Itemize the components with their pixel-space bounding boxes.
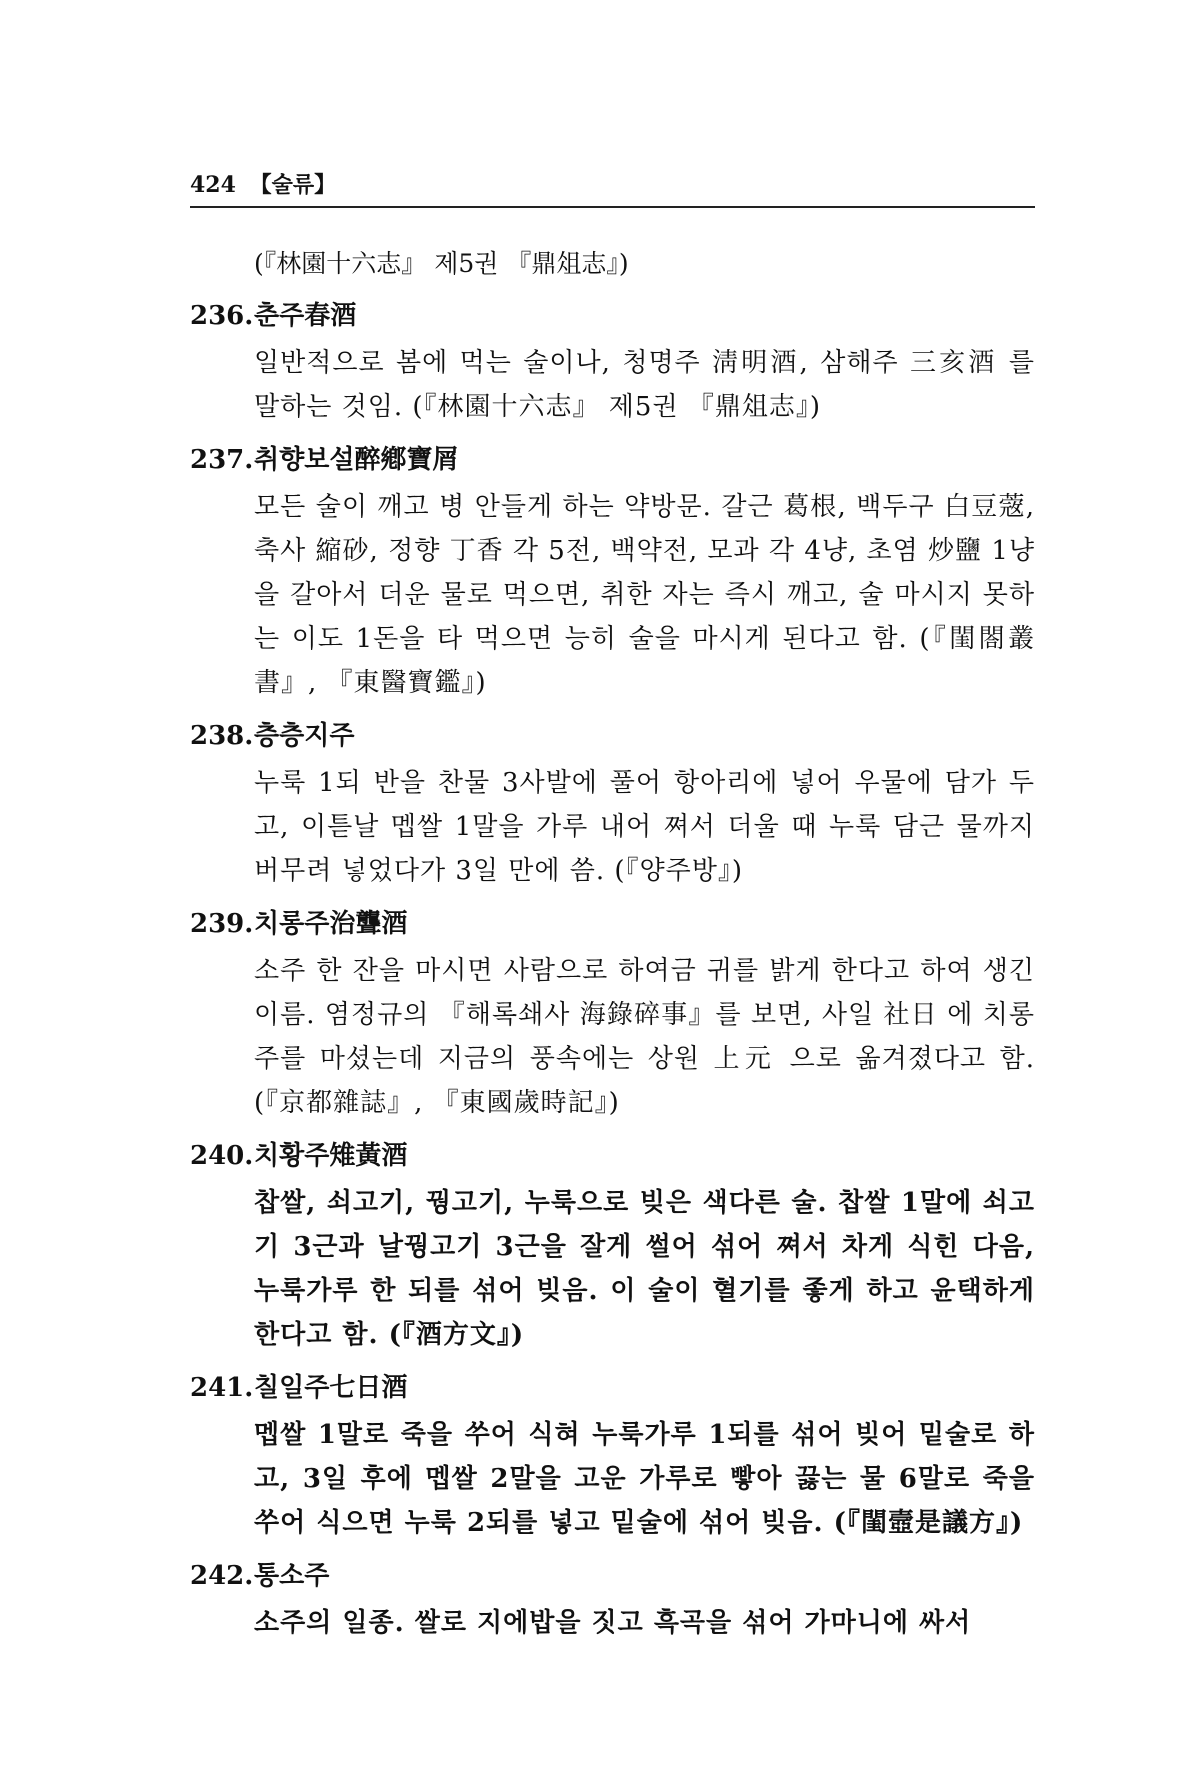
entry-description: 일반적으로 봄에 먹는 술이나, 청명주 淸明酒, 삼해주 三亥酒 를 말하는 것임. (『林園十六志』 제5권 『鼎俎志』) [254,348,1035,422]
entry-description: 소주 한 잔을 마시면 사람으로 하여금 귀를 밝게 한다고 하여 생긴 이름. 염정규의 『해록쇄사 海錄碎事』를 보면, 사일 社日 에 치롱주를 마셨는데 지금의 풍속에는 상원 上元 으로 옮겨졌다고 함. (『京都雜誌』, 『東國歲時記』) [254,956,1035,1118]
entry-heading: 칠일주七日酒 [254,1373,408,1403]
entry-heading: 치롱주治聾酒 [254,909,408,939]
page-body [190,245,1035,1655]
entry-description: 모든 술이 깨고 병 안들게 하는 약방문. 갈근 葛根, 백두구 白豆蔲, 축사 縮砂, 정향 丁香 각 5전, 백약전, 모과 각 4냥, 초염 炒鹽 1냥을 갈아서 더운 물로 먹으면, 취한 자는 즉시 깨고, 술 마시지 못하는 이도 1돈을 타 먹으면 능히 술을 마시게 된다고 함. (『閨閤叢書』, 『東醫寶鑑』) [254,492,1035,698]
entry-number: 240. [190,1141,254,1171]
entry-title [190,715,1035,757]
entry-description: 누룩 1되 반을 찬물 3사발에 풀어 항아리에 넣어 우물에 담가 두고, 이튿날 멥쌀 1말을 가루 내어 쪄서 더울 때 누룩 담근 물까지 버무려 넣었다가 3일 만에 씀. (『양주방』) [254,768,1035,886]
entry-title [190,1135,1035,1177]
entry-heading: 층층지주 [254,721,355,751]
section-title: 【술류】 [249,172,337,198]
entry-238 [190,715,1035,893]
entry-number: 238. [190,721,254,751]
entry-239 [190,903,1035,1125]
page-number: 424 [190,172,236,198]
entry-heading: 취향보설醉鄕寶屑 [254,445,459,475]
entry-241 [190,1367,1035,1545]
entry-242 [190,1555,1035,1645]
entry-title [190,295,1035,337]
entry-236 [190,295,1035,429]
entry-number: 239. [190,909,254,939]
entry-heading: 통소주 [254,1561,330,1591]
entry-title [190,1555,1035,1597]
entry-number: 237. [190,445,254,475]
continued-citation: (『林園十六志』 제5권 『鼎俎志』) [254,249,629,278]
entry-number: 242. [190,1561,254,1591]
entry-number: 236. [190,301,254,331]
entry-number: 241. [190,1373,254,1403]
entry-heading: 춘주春酒 [254,301,357,331]
entry-title [190,439,1035,481]
entry-title [190,903,1035,945]
entry-description: 멥쌀 1말로 죽을 쑤어 식혀 누룩가루 1되를 섞어 빚어 밑술로 하고, 3일 후에 멥쌀 2말을 고운 가루로 빻아 끓는 물 6말로 죽을 쑤어 식으면 누룩 2되를 넣고 밑술에 섞어 빚음. (『閨壼是議方』) [254,1420,1035,1538]
entry-heading: 치황주雉黃酒 [254,1141,408,1171]
page-header [190,170,1035,208]
entry-240 [190,1135,1035,1357]
entry-237 [190,439,1035,705]
entry-title [190,1367,1035,1409]
entry-description: 찹쌀, 쇠고기, 꿩고기, 누룩으로 빚은 색다른 술. 찹쌀 1말에 쇠고기 3근과 날꿩고기 3근을 잘게 썰어 섞어 쪄서 차게 식힌 다음, 누룩가루 한 되를 섞어 빚음. 이 술이 혈기를 좋게 하고 윤택하게 한다고 함. (『酒方文』) [254,1188,1035,1350]
entry-description: 소주의 일종. 쌀로 지에밥을 짓고 흑곡을 섞어 가마니에 싸서 [254,1608,972,1638]
